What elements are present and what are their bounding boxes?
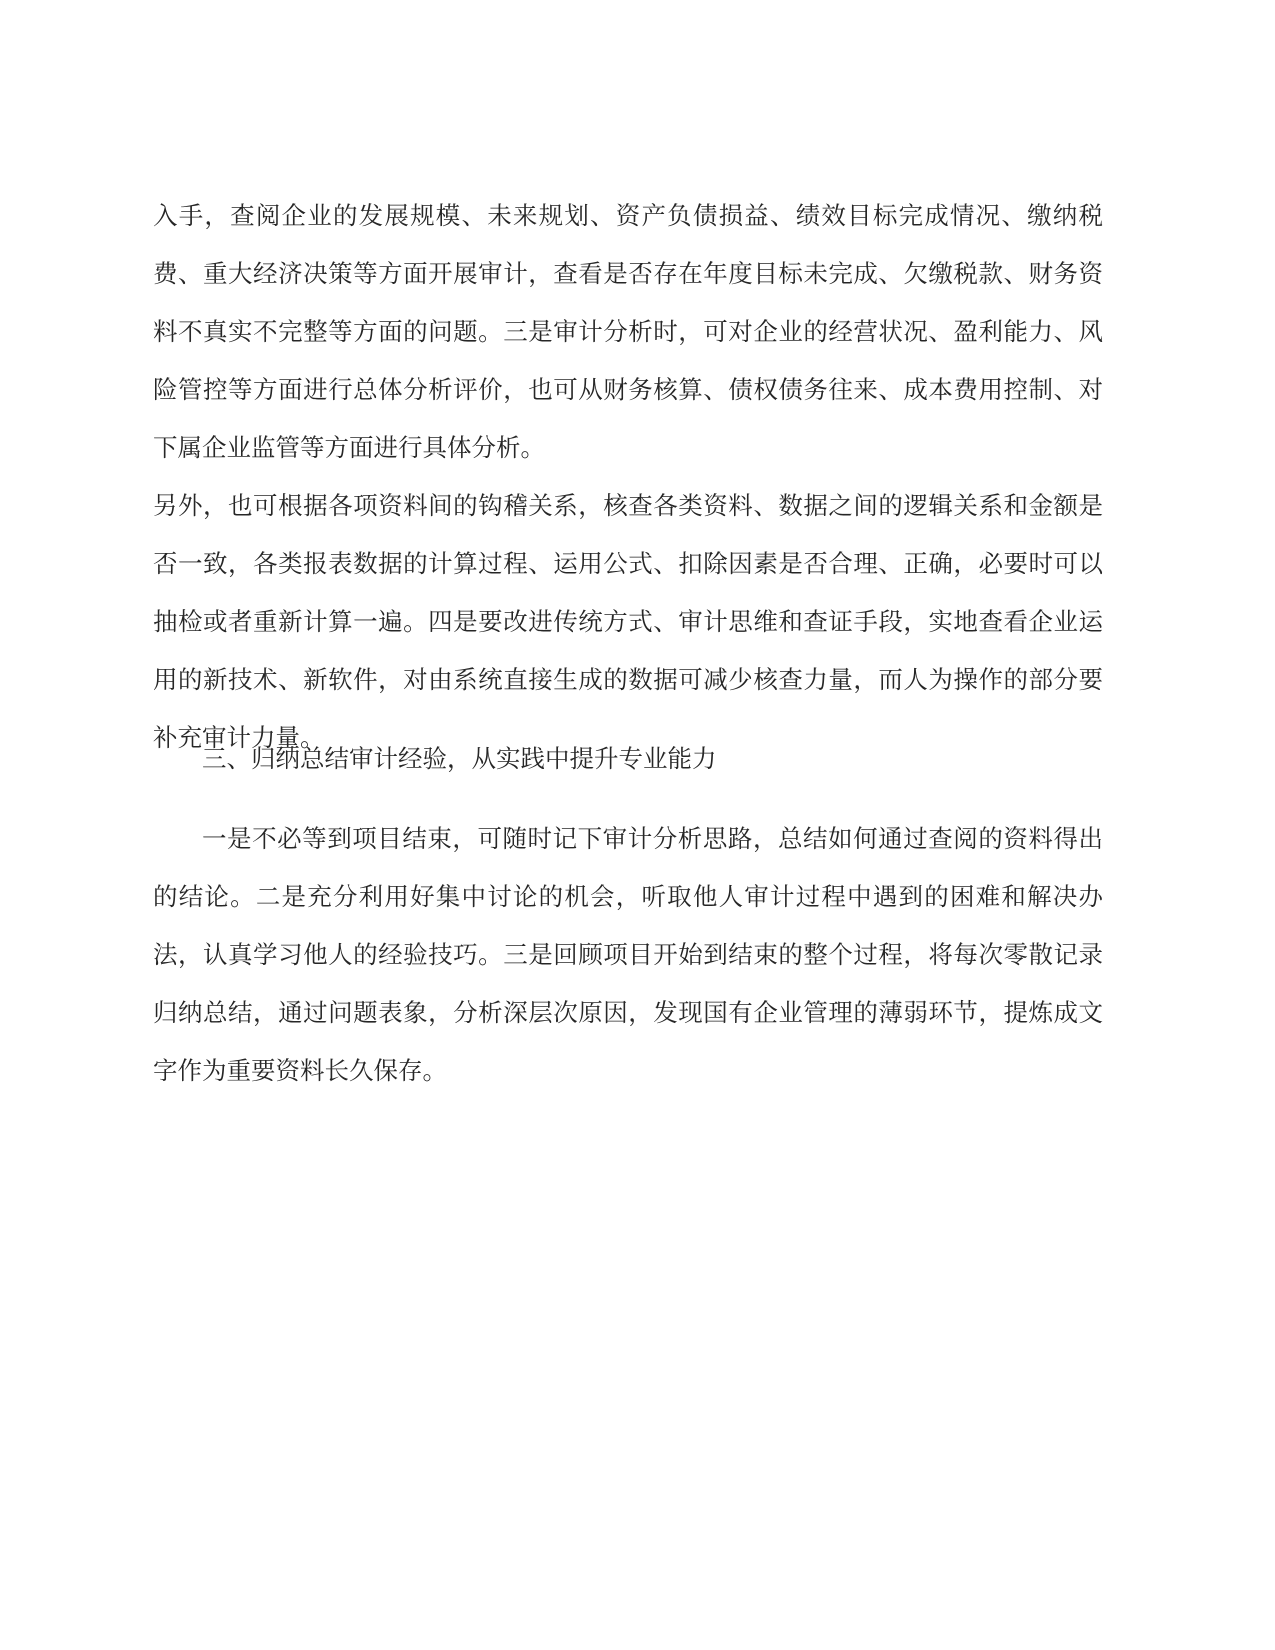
continued-paragraph-part2: 另外，也可根据各项资料间的钩稽关系，核查各类资料、数据之间的逻辑关系和金额是否一致，各类报表数据的计算过程、运用公式、扣除因素是否合理、正确，必要时可以抽检或者重新计算一遍。四是要改进传统方式、审计思维和查证手段，实地查看企业运用的新技术、新软件，对由系统直接生成的数据可减少核查力量，而人为操作的部分要补充审计力量。 (153, 491, 1103, 752)
section-heading: 三、归纳总结审计经验，从实践中提升专业能力 (202, 744, 717, 773)
section-paragraph: 一是不必等到项目结束，可随时记下审计分析思路，总结如何通过查阅的资料得出的结论。二是充分利用好集中讨论的机会，听取他人审计过程中遇到的困难和解决办法，认真学习他人的经验技巧。三是回顾项目开始到结束的整个过程，将每次零散记录归纳总结，通过问题表象，分析深层次原因，发现国有企业管理的薄弱环节，提炼成文字作为重要资料长久保存。 (153, 824, 1103, 1085)
continued-paragraph-part1: 入手，查阅企业的发展规模、未来规划、资产负债损益、绩效目标完成情况、缴纳税费、重大经济决策等方面开展审计，查看是否存在年度目标未完成、欠缴税款、财务资料不真实不完整等方面的问题。三是审计分析时，可对企业的经营状况、盈利能力、风险管控等方面进行总体分析评价，也可从财务核算、债权债务往来、成本费用控制、对下属企业监管等方面进行具体分析。 (153, 201, 1103, 462)
